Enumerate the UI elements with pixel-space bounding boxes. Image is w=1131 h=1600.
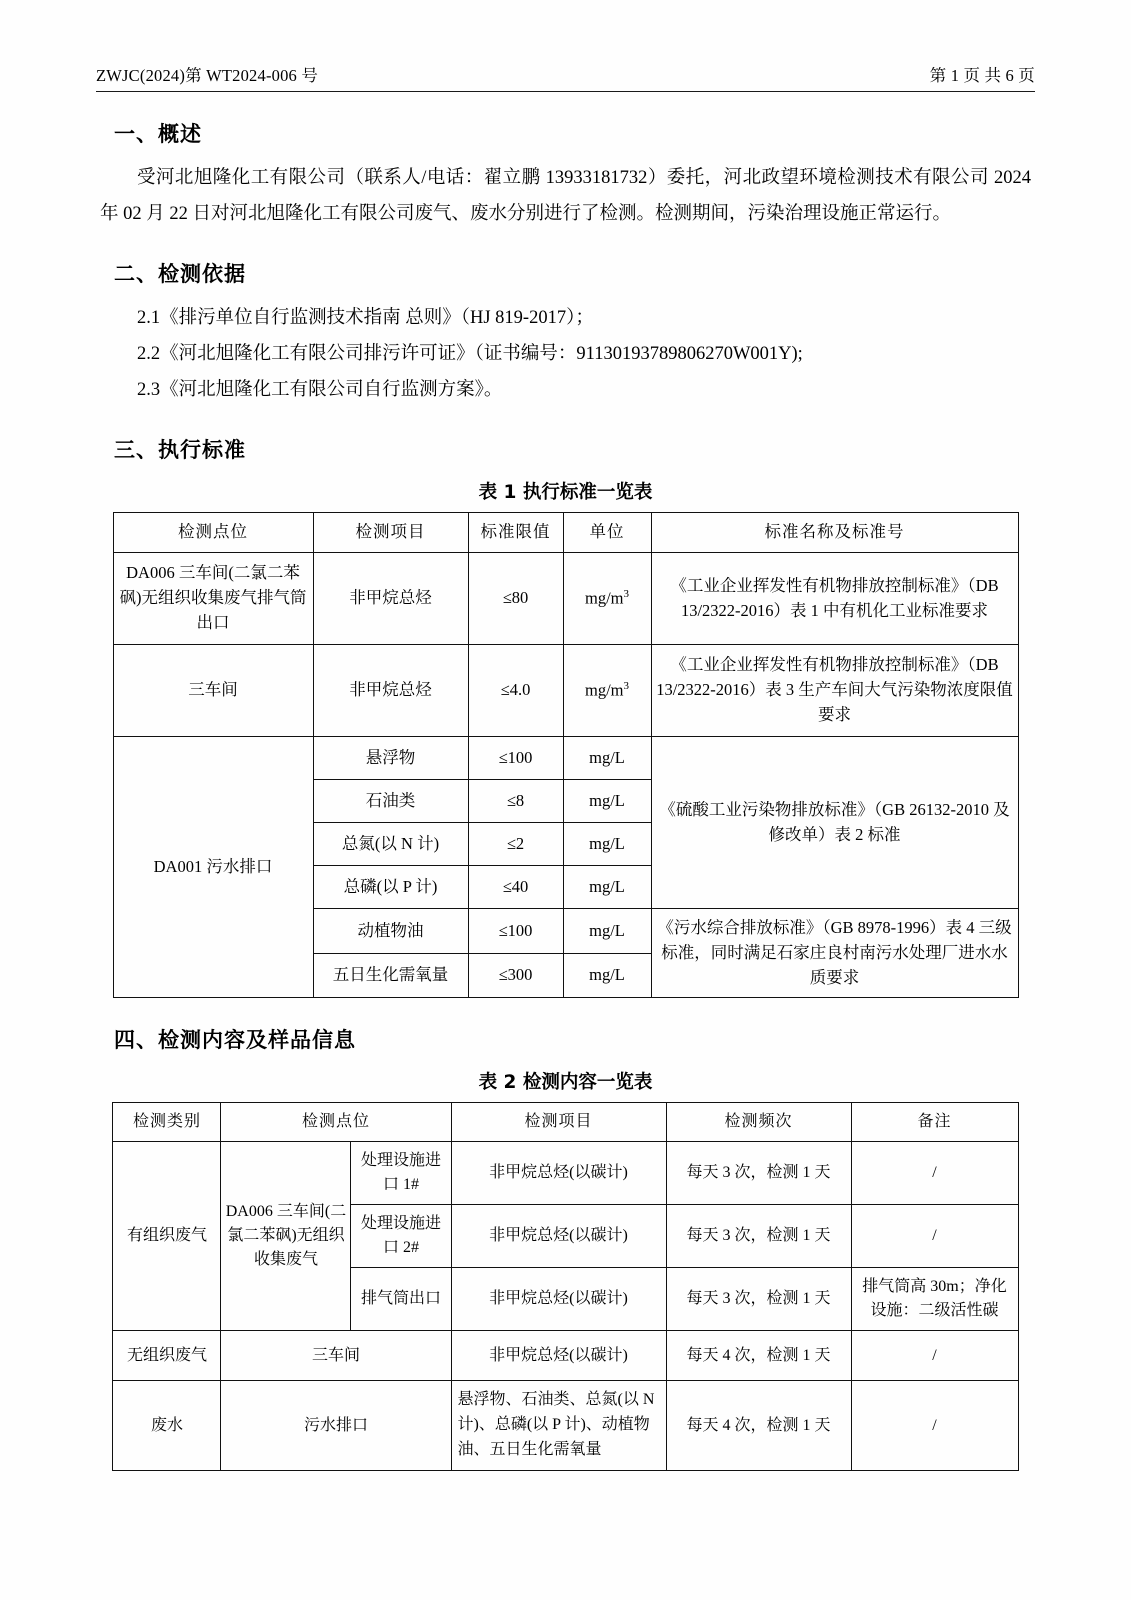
unit-superscript: 3 [623, 587, 629, 600]
cell-item: 非甲烷总烃(以碳计) [451, 1331, 666, 1381]
cell-unit: mg/L [563, 909, 651, 954]
cell-item: 非甲烷总烃(以碳计) [451, 1205, 666, 1268]
cell-freq: 每天 3 次，检测 1 天 [666, 1142, 851, 1205]
content-table [112, 1102, 1018, 1470]
cell-item: 动植物油 [313, 909, 468, 954]
col-header-limit: 标准限值 [468, 513, 563, 553]
cell-note: / [851, 1331, 1018, 1381]
cell-point: DA006 三车间(二氯二苯砜)无组织收集废气 [221, 1142, 351, 1331]
section-4-title: 四、检测内容及样品信息 [114, 1028, 356, 1053]
section-1-title: 一、概述 [114, 122, 202, 146]
cell-item: 总氮(以 N 计) [313, 823, 468, 866]
cell-point: 三车间 [221, 1331, 451, 1381]
cell-category: 无组织废气 [113, 1331, 221, 1381]
cell-unit [563, 645, 651, 737]
col-header-point: 检测点位 [221, 1103, 451, 1142]
cell-unit [563, 553, 651, 645]
col-header-point: 检测点位 [113, 513, 313, 553]
report-number: ZWJC(2024)第 WT2024-006 号 [96, 66, 319, 85]
cell-note: / [851, 1142, 1018, 1205]
cell-item: 非甲烷总烃(以碳计) [451, 1142, 666, 1205]
section-2-title: 二、检测依据 [114, 262, 246, 287]
col-header-freq: 检测频次 [666, 1103, 851, 1142]
cell-limit: ≤300 [468, 953, 563, 998]
section-1-paragraph: 受河北旭隆化工有限公司（联系人/电话：翟立鹏 13933181732）委托，河北政望环境检测技术有限公司 2024 年 02 月 22 日对河北旭隆化工有限公司废气、废水分别进行了检测。检测期间，污染治理设施正常运行。 [100, 168, 1031, 225]
table-row [113, 1331, 1018, 1381]
cell-item: 五日生化需氧量 [313, 953, 468, 998]
cell-freq: 每天 4 次，检测 1 天 [666, 1331, 851, 1381]
cell-unit: mg/L [563, 737, 651, 780]
cell-freq: 每天 3 次，检测 1 天 [666, 1268, 851, 1331]
cell-subpoint: 处理设施进口 1# [351, 1142, 451, 1205]
table-row [113, 1381, 1018, 1470]
cell-point: 三车间 [113, 645, 313, 737]
col-header-category: 检测类别 [113, 1103, 221, 1142]
section-3-title: 三、执行标准 [114, 438, 246, 463]
standards-table [113, 512, 1019, 998]
cell-point: 污水排口 [221, 1381, 451, 1470]
col-header-note: 备注 [851, 1103, 1018, 1142]
cell-point: DA006 三车间(二氯二苯砜)无组织收集废气排气筒出口 [113, 553, 313, 645]
table-row [113, 1142, 1018, 1205]
page-number: 第 1 页 共 6 页 [929, 66, 1035, 85]
cell-item: 悬浮物 [313, 737, 468, 780]
cell-limit: ≤8 [468, 780, 563, 823]
basis-item-3: 2.3《河北旭隆化工有限公司自行监测方案》。 [137, 380, 503, 401]
cell-note: / [851, 1381, 1018, 1470]
cell-freq: 每天 4 次，检测 1 天 [666, 1381, 851, 1470]
cell-unit: mg/L [563, 866, 651, 909]
cell-item: 总磷(以 P 计) [313, 866, 468, 909]
cell-item: 非甲烷总烃(以碳计) [451, 1268, 666, 1331]
cell-unit: mg/L [563, 780, 651, 823]
table-row [113, 553, 1018, 645]
col-header-item: 检测项目 [313, 513, 468, 553]
cell-item: 悬浮物、石油类、总氮(以 N 计)、总磷(以 P 计)、动植物油、五日生化需氧量 [451, 1381, 666, 1470]
cell-item: 石油类 [313, 780, 468, 823]
cell-limit: ≤40 [468, 866, 563, 909]
cell-category: 有组织废气 [113, 1142, 221, 1331]
cell-limit: ≤100 [468, 737, 563, 780]
col-header-item: 检测项目 [451, 1103, 666, 1142]
cell-limit: ≤2 [468, 823, 563, 866]
cell-standard: 《工业企业挥发性有机物排放控制标准》（DB 13/2322-2016）表 3 生产车间大气污染物浓度限值要求 [651, 645, 1018, 737]
table-1-caption: 表 1 执行标准一览表 [478, 482, 653, 504]
col-header-standard: 标准名称及标准号 [651, 513, 1018, 553]
cell-note: 排气筒高 30m；净化设施：二级活性碳 [851, 1268, 1018, 1331]
cell-unit: mg/L [563, 823, 651, 866]
basis-item-2: 2.2《河北旭隆化工有限公司排污许可证》（证书编号：91130193789806270W001Y); [137, 344, 803, 365]
cell-standard-water-2: 《污水综合排放标准》（GB 8978-1996）表 4 三级标准，同时满足石家庄良村南污水处理厂进水水质要求 [651, 909, 1018, 998]
table-row [113, 1103, 1018, 1142]
cell-subpoint: 排气筒出口 [351, 1268, 451, 1331]
basis-item-1: 2.1《排污单位自行监测技术指南 总则》（HJ 819-2017）； [137, 308, 594, 329]
cell-limit: ≤100 [468, 909, 563, 954]
cell-standard-water-1: 《硫酸工业污染物排放标准》（GB 26132-2010 及修改单）表 2 标准 [651, 737, 1018, 909]
cell-category: 废水 [113, 1381, 221, 1470]
col-header-unit: 单位 [563, 513, 651, 553]
table-2-caption: 表 2 检测内容一览表 [478, 1072, 653, 1094]
table-row [113, 737, 1018, 780]
cell-standard: 《工业企业挥发性有机物排放控制标准》（DB 13/2322-2016）表 1 中有机化工业标准要求 [651, 553, 1018, 645]
cell-item: 非甲烷总烃 [313, 553, 468, 645]
page-header [96, 62, 1035, 92]
cell-unit: mg/L [563, 953, 651, 998]
cell-subpoint: 处理设施进口 2# [351, 1205, 451, 1268]
unit-text: mg/m [584, 680, 624, 700]
unit-superscript: 3 [623, 679, 629, 692]
cell-point-water: DA001 污水排口 [113, 737, 313, 998]
cell-limit: ≤4.0 [468, 645, 563, 737]
cell-limit: ≤80 [468, 553, 563, 645]
table-row [113, 513, 1018, 553]
cell-freq: 每天 3 次，检测 1 天 [666, 1205, 851, 1268]
cell-item: 非甲烷总烃 [313, 645, 468, 737]
cell-note: / [851, 1205, 1018, 1268]
table-row [113, 645, 1018, 737]
unit-text: mg/m [584, 588, 624, 608]
